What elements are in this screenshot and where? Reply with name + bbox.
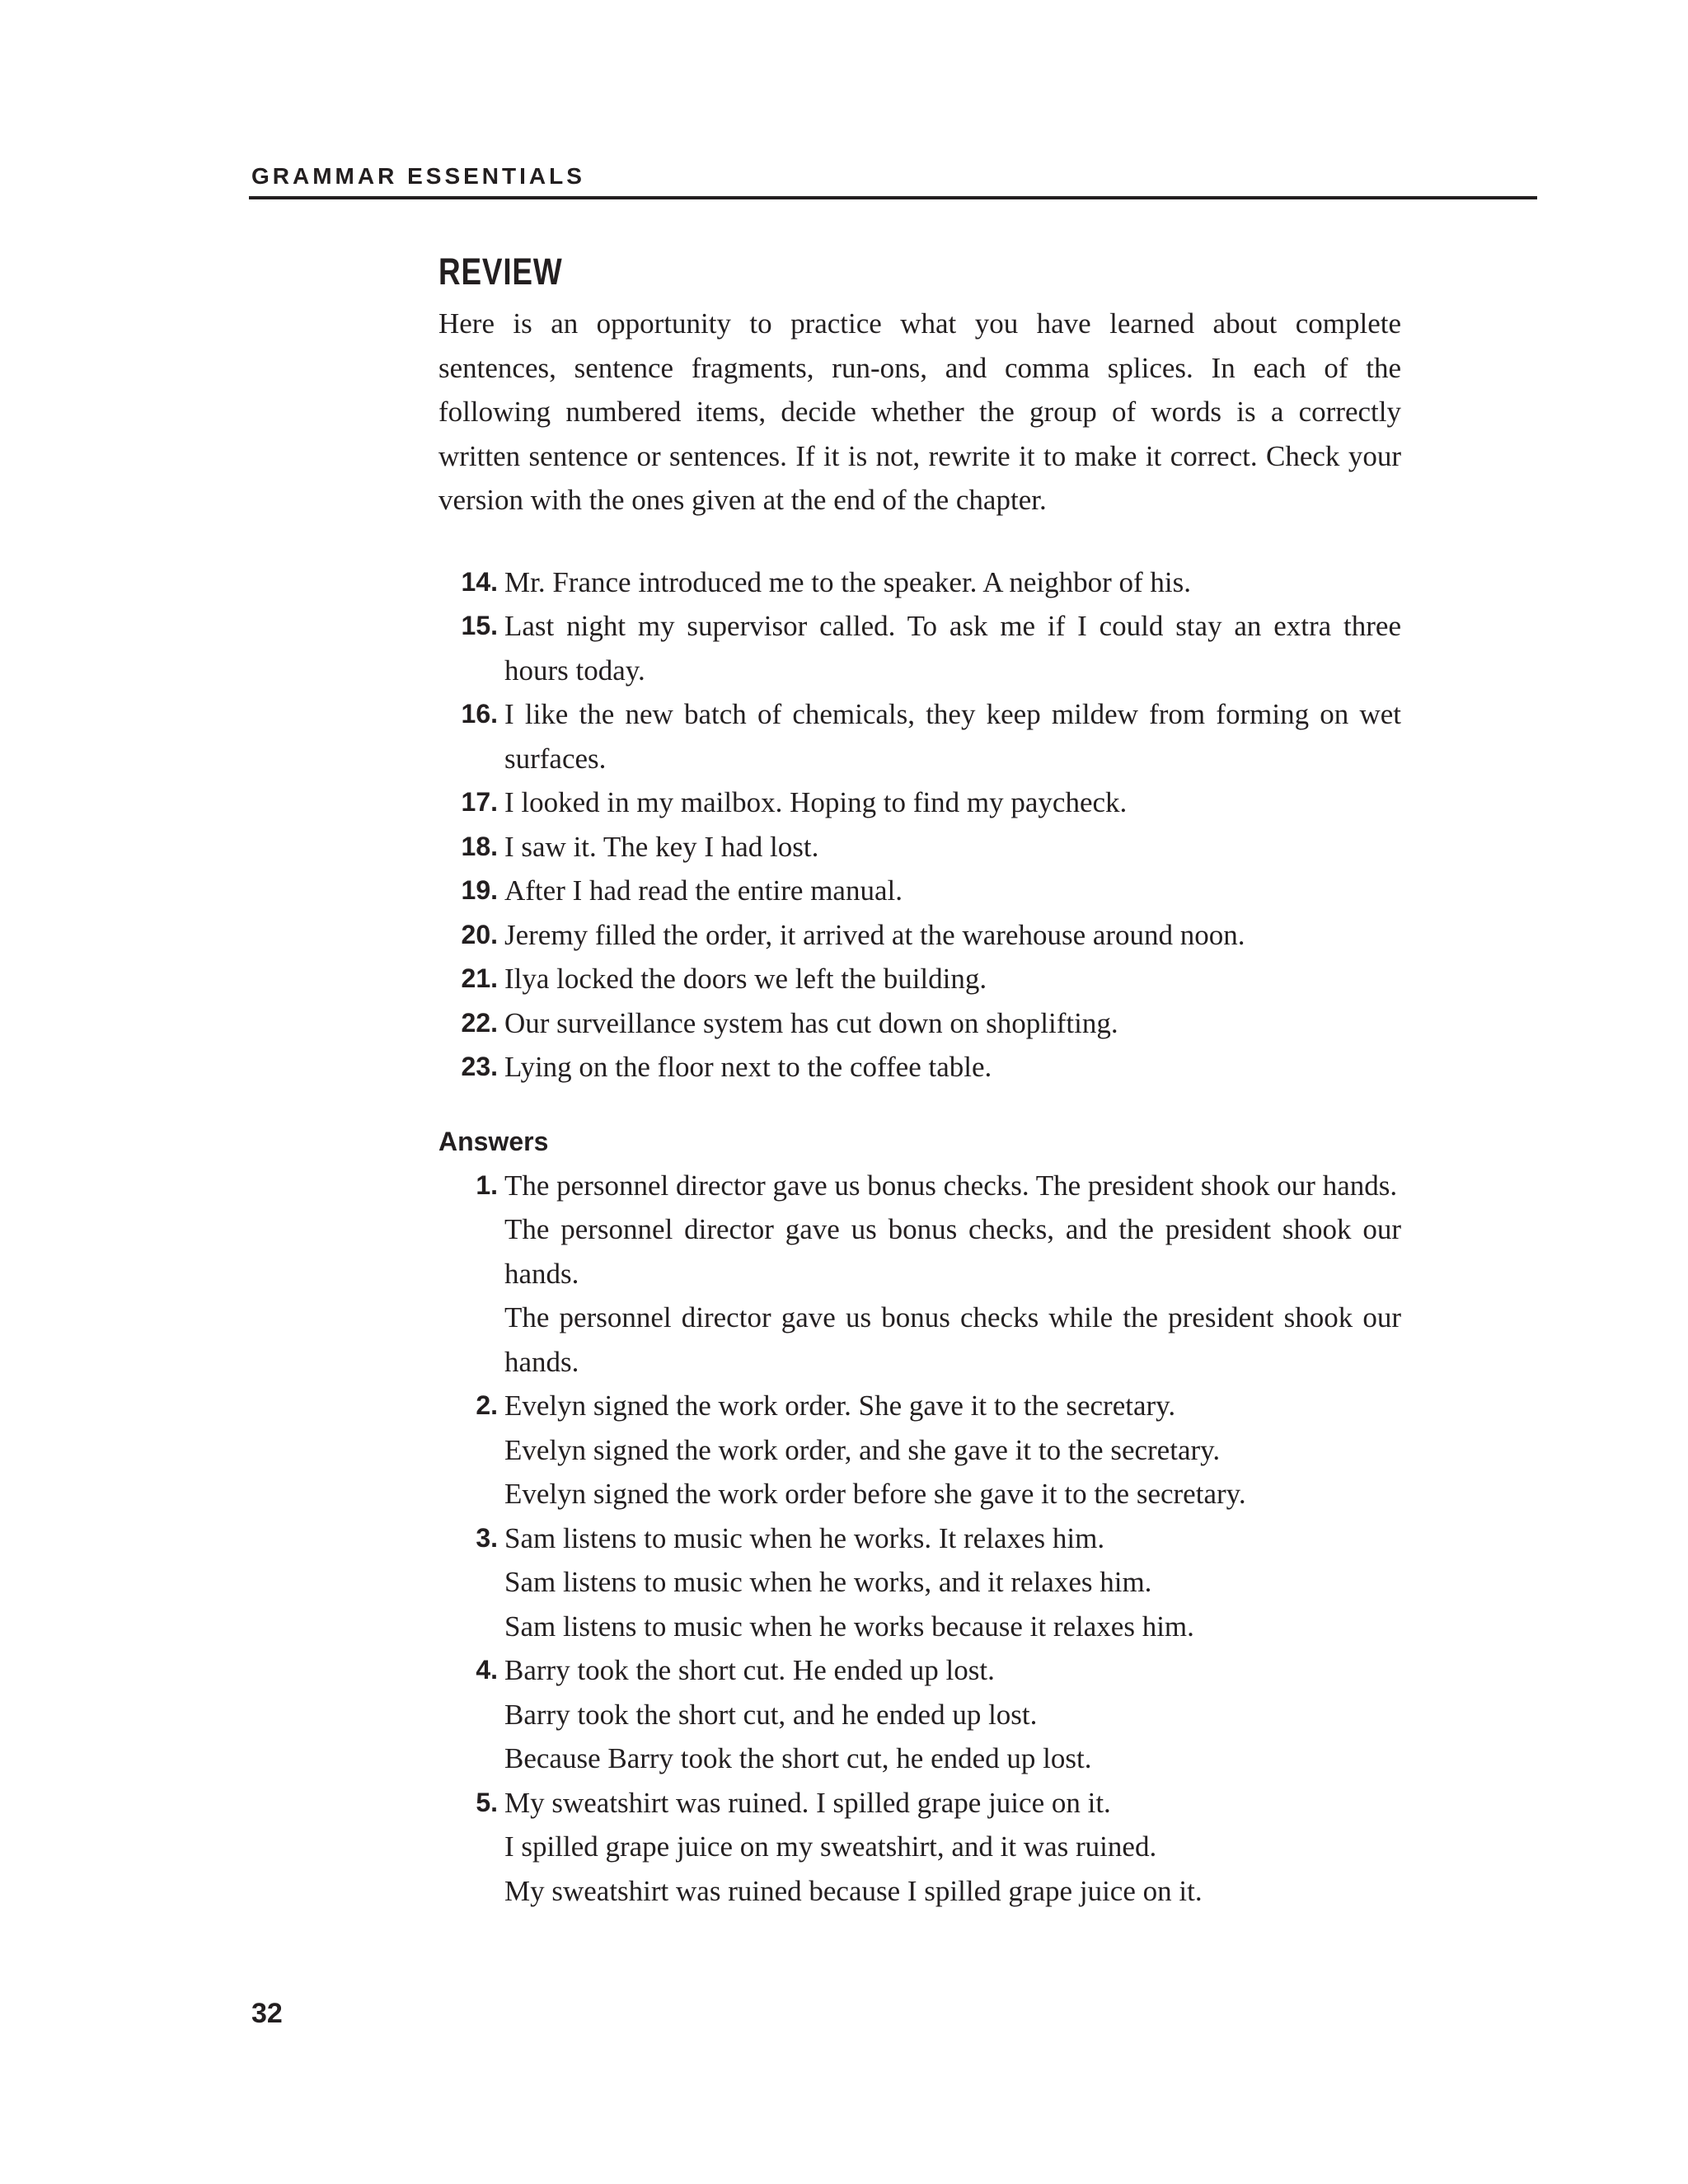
answer-line: I spilled grape juice on my sweatshirt, and it was ruined. [504,1830,1157,1863]
answer-item [438,1516,1401,1649]
answer-number: 4. [476,1655,498,1685]
exercise-number: 16. [461,699,498,729]
answer-line: My sweatshirt was ruined. I spilled grape juice on it. [504,1786,1111,1819]
answer-line: My sweatshirt was ruined because I spilled grape juice on it. [504,1874,1203,1907]
answer-list [438,1164,1401,1914]
exercise-text: I saw it. The key I had lost. [504,830,819,863]
answer-line: The personnel director gave us bonus checks, and the president shook our hands. [504,1213,1401,1290]
exercise-item [438,825,1401,869]
answer-item [438,1384,1401,1516]
answer-item [438,1164,1401,1385]
exercise-item [438,869,1401,913]
answer-line: Barry took the short cut, and he ended up lost. [504,1698,1038,1731]
answer-number: 2. [476,1390,498,1420]
exercise-list [438,560,1401,1090]
exercise-text: Jeremy filled the order, it arrived at the warehouse around noon. [504,918,1245,951]
answer-line: Because Barry took the short cut, he ended up lost. [504,1742,1092,1774]
page-content [438,242,1401,1913]
answer-line: Sam listens to music when he works because it relaxes him. [504,1610,1194,1643]
answer-line: Evelyn signed the work order. She gave it to the secretary. [504,1390,1176,1422]
exercise-item [438,780,1401,825]
answer-number: 1. [476,1169,498,1200]
answer-line: The personnel director gave us bonus checks. The president shook our hands. [504,1169,1398,1202]
exercise-number: 19. [461,875,498,905]
exercise-text: Mr. France introduced me to the speaker. A neighbor of his. [504,565,1192,598]
exercise-text: I like the new batch of chemicals, they keep mildew from forming on wet surfaces. [504,698,1401,775]
exercise-number: 17. [461,787,498,817]
answers-heading: Answers [438,1126,549,1156]
exercise-item [438,604,1401,692]
exercise-text: Ilya locked the doors we left the building. [504,963,987,995]
answer-line: Barry took the short cut. He ended up lost. [504,1654,995,1686]
exercise-text: After I had read the entire manual. [504,874,903,907]
exercise-number: 23. [461,1052,498,1081]
answer-item [438,1781,1401,1914]
answer-line: Evelyn signed the work order before she gave it to the secretary. [504,1478,1246,1510]
intro-paragraph: Here is an opportunity to practice what you have learned about complete sentences, sentence fragments, run-ons, and comma splices. In each of the following numbered items, decide whether the group of words is a correctly written sentence or sentences. If it is not, rewrite it to make it correct. Check your version with the ones given at the end of the chapter. [438,307,1401,516]
exercise-number: 22. [461,1007,498,1038]
exercise-item [438,913,1401,958]
answer-number: 5. [476,1787,498,1817]
exercise-item [438,1001,1401,1046]
answer-line: The personnel director gave us bonus checks while the president shook our hands. [504,1301,1401,1378]
exercise-text: Our surveillance system has cut down on shoplifting. [504,1006,1118,1039]
exercise-text: I looked in my mailbox. Hoping to find my paycheck. [504,786,1128,818]
section-title: REVIEW [438,251,563,293]
exercise-number: 20. [461,919,498,949]
exercise-number: 14. [461,566,498,597]
exercise-item [438,1045,1401,1090]
exercise-item [438,692,1401,780]
running-head: GRAMMAR ESSENTIALS [251,163,585,189]
answer-item [438,1648,1401,1781]
exercise-item [438,560,1401,605]
answer-line: Evelyn signed the work order, and she gave it to the secretary. [504,1433,1221,1466]
exercise-text: Lying on the floor next to the coffee table. [504,1051,992,1083]
exercise-number: 18. [461,831,498,861]
exercise-number: 15. [461,611,498,640]
answer-number: 3. [476,1522,498,1553]
answer-line: Sam listens to music when he works. It relaxes him. [504,1521,1105,1554]
exercise-item [438,957,1401,1001]
exercise-number: 21. [461,963,498,993]
exercise-text: Last night my supervisor called. To ask me if I could stay an extra three hours today. [504,610,1401,687]
page-number: 32 [251,1998,283,2029]
header-rule [249,196,1537,199]
answer-line: Sam listens to music when he works, and it relaxes him. [504,1566,1152,1598]
